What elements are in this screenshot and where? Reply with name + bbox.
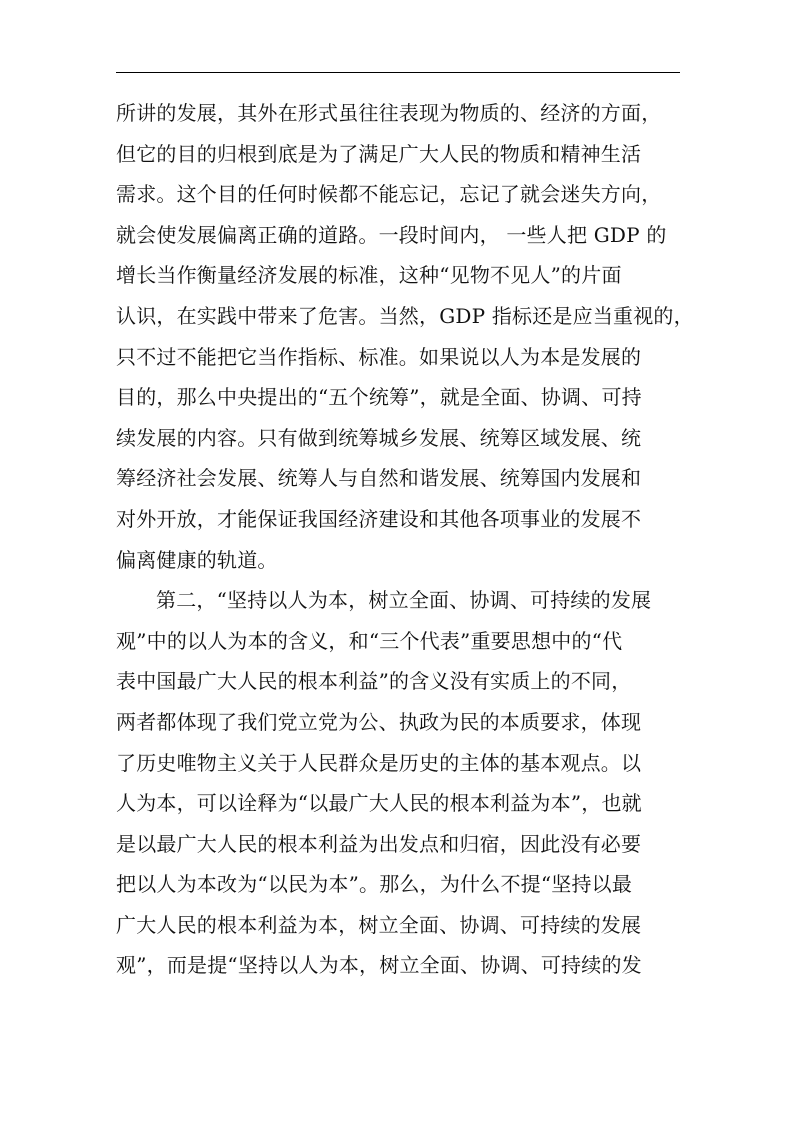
text-line: 增长当作衡量经济发展的标准，这种“见物不见人”的片面 (116, 263, 622, 288)
text-line: 观”中的以人为本的含义，和“三个代表”重要思想中的“代 (116, 628, 623, 653)
text-line: 目的，那么中央提出的“五个统筹”，就是全面、协调、可持 (116, 385, 642, 410)
document-body (116, 93, 694, 986)
text-line: 是以最广大人民的根本利益为出发点和归宿，因此没有必要 (116, 831, 642, 856)
text-line: 所讲的发展，其外在形式虽往往表现为物质的、经济的方面， (116, 101, 662, 125)
header-rule (116, 72, 680, 73)
text-line: 两者都体现了我们党立党为公、执政为民的本质要求，体现 (116, 709, 642, 734)
text-line: 对外开放，才能保证我国经济建设和其他各项事业的发展不 (116, 506, 642, 531)
text-line: 把以人为本改为“以民为本”。那么，为什么不提“坚持以最 (116, 872, 633, 897)
text-line: 需求。这个目的任何时候都不能忘记，忘记了就会迷失方向， (116, 182, 662, 207)
text-line: 人为本，可以诠释为“以最广大人民的根本利益为本”，也就 (116, 791, 642, 816)
text-line: 表中国最广大人民的根本利益”的含义没有实质上的不同， (116, 669, 632, 694)
paragraph-start-line: 第二，“坚持以人为本，树立全面、协调、可持续的发展 (156, 588, 652, 613)
text-line: 观”，而是提“坚持以人为本，树立全面、协调、可持续的发 (116, 953, 642, 978)
text-line: 认识，在实践中带来了危害。当然，GDP 指标还是应当重视的， (116, 303, 694, 328)
text-line: 广大人民的根本利益为本，树立全面、协调、可持续的发展 (116, 912, 642, 937)
text-line: 了历史唯物主义关于人民群众是历史的主体的基本观点。以 (116, 750, 642, 775)
text-line: 偏离健康的轨道。 (116, 547, 278, 572)
text-line: 筹经济社会发展、统筹人与自然和谐发展、统筹国内发展和 (116, 466, 642, 491)
text-line: 续发展的内容。只有做到统筹城乡发展、统筹区域发展、统 (116, 425, 642, 450)
text-line: 就会使发展偏离正确的道路。一段时间内， 一些人把 GDP 的 (116, 222, 667, 247)
text-line: 但它的目的归根到底是为了满足广大人民的物质和精神生活 (116, 141, 642, 166)
text-line: 只不过不能把它当作指标、标准。如果说以人为本是发展的 (116, 344, 642, 369)
